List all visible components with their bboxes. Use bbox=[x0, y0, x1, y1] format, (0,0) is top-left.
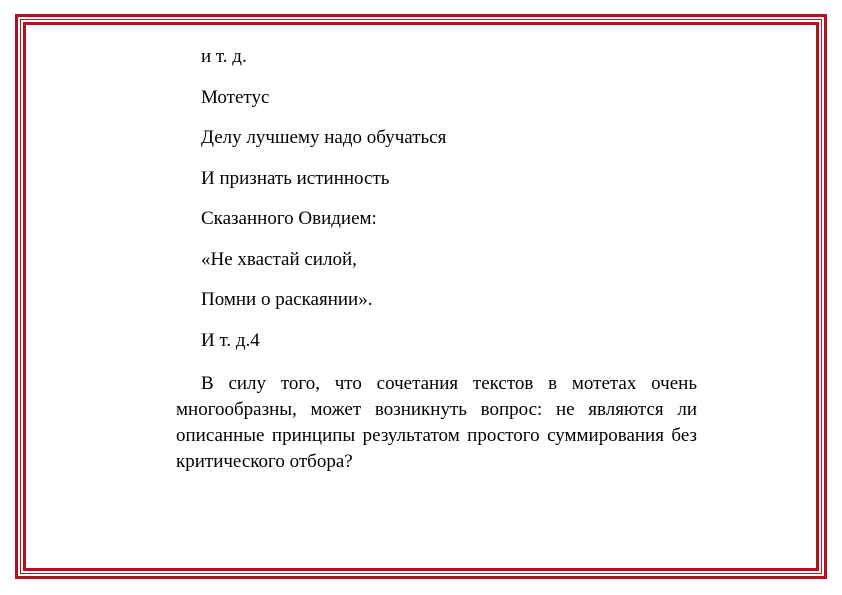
verse-line: «Не хвастай силой, bbox=[201, 248, 357, 270]
verse-line: и т. д. bbox=[201, 46, 247, 67]
verse-line: Помни о раскаянии». bbox=[201, 289, 373, 310]
body-paragraph: В силу того, что сочетания текстов в мотетах очень многообразны, может возникнуть вопрос: не являются ли описанные принципы результатом простого суммирования без критического отбора? bbox=[176, 373, 697, 472]
verse-line: Делу лучшему надо обучаться bbox=[201, 127, 447, 148]
verse-line: И признать истинность bbox=[201, 167, 390, 189]
verse-line: Мотетус bbox=[201, 86, 270, 108]
verse-line: Сказанного Овидием: bbox=[201, 208, 377, 229]
document-body bbox=[176, 44, 697, 475]
verse-line: И т. д.4 bbox=[201, 329, 260, 351]
